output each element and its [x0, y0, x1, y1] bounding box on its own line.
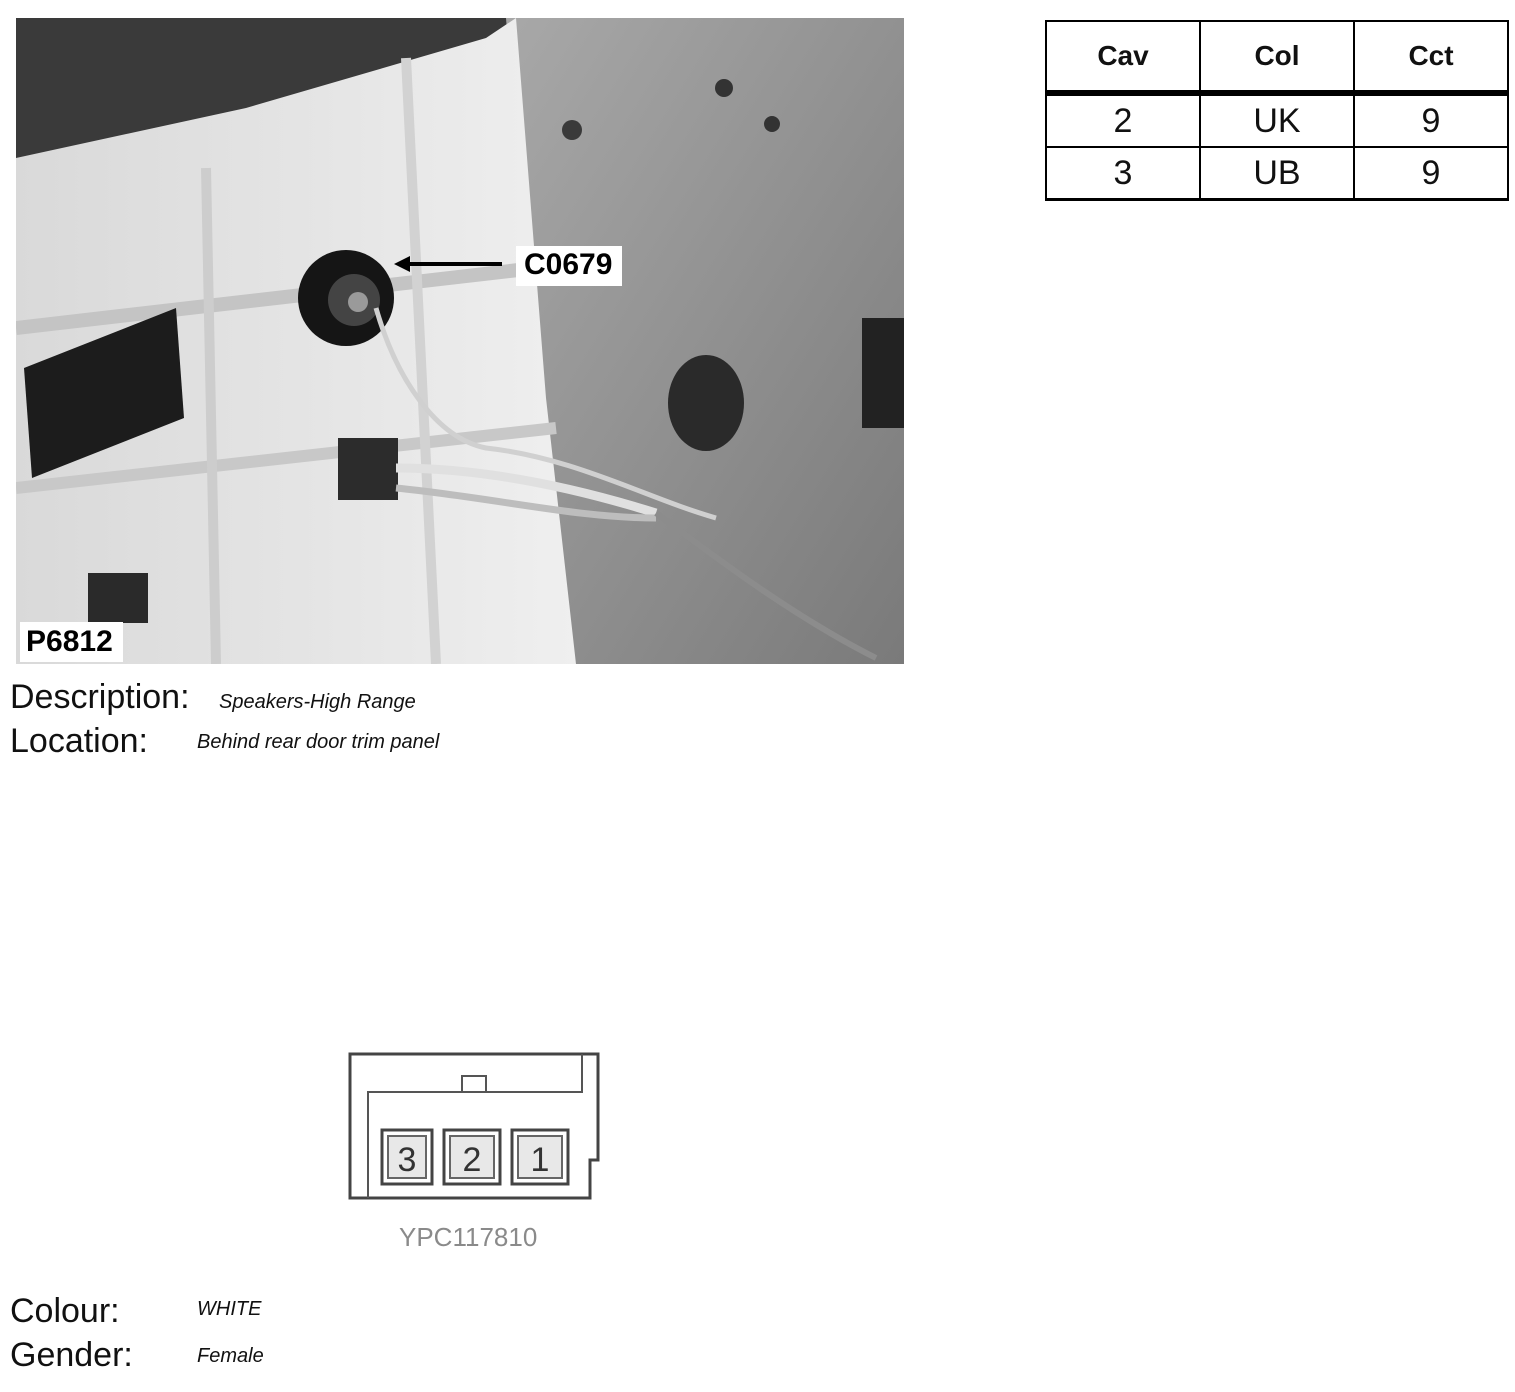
cavity-2 [444, 1130, 500, 1184]
table-row [1046, 147, 1508, 200]
cell-cct: 9 [1354, 147, 1508, 200]
description-value: Speakers-High Range [219, 691, 416, 713]
cavity-3-label: 3 [397, 1141, 417, 1179]
connector-part-number: YPC117810 [399, 1222, 538, 1252]
pin-table-header-row [1046, 21, 1508, 93]
table-row [1046, 93, 1508, 147]
gender-label: Gender: [10, 1336, 133, 1374]
header-cct: Cct [1354, 21, 1508, 93]
gender-value: Female [197, 1345, 264, 1367]
header-cav: Cav [1046, 21, 1200, 93]
colour-value: WHITE [197, 1298, 262, 1320]
photo-id-label: P6812 [20, 622, 123, 662]
cell-col: UK [1200, 93, 1354, 147]
cell-col: UB [1200, 147, 1354, 200]
door-photo-illustration [16, 18, 904, 664]
header-col: Col [1200, 21, 1354, 93]
connector-callout-label: C0679 [516, 246, 622, 286]
location-label: Location: [10, 722, 148, 760]
cavity-2-label: 2 [462, 1141, 482, 1179]
connector-face-diagram [346, 1048, 608, 1216]
location-photo [16, 18, 904, 664]
cell-cav: 2 [1046, 93, 1200, 147]
description-label: Description: [10, 678, 190, 716]
colour-label: Colour: [10, 1292, 120, 1330]
cavity-1 [512, 1130, 568, 1184]
pin-table [1045, 20, 1509, 201]
cell-cct: 9 [1354, 93, 1508, 147]
cavity-1-label: 1 [530, 1141, 550, 1179]
location-value: Behind rear door trim panel [197, 731, 440, 753]
cavity-3 [382, 1130, 432, 1184]
cell-cav: 3 [1046, 147, 1200, 200]
